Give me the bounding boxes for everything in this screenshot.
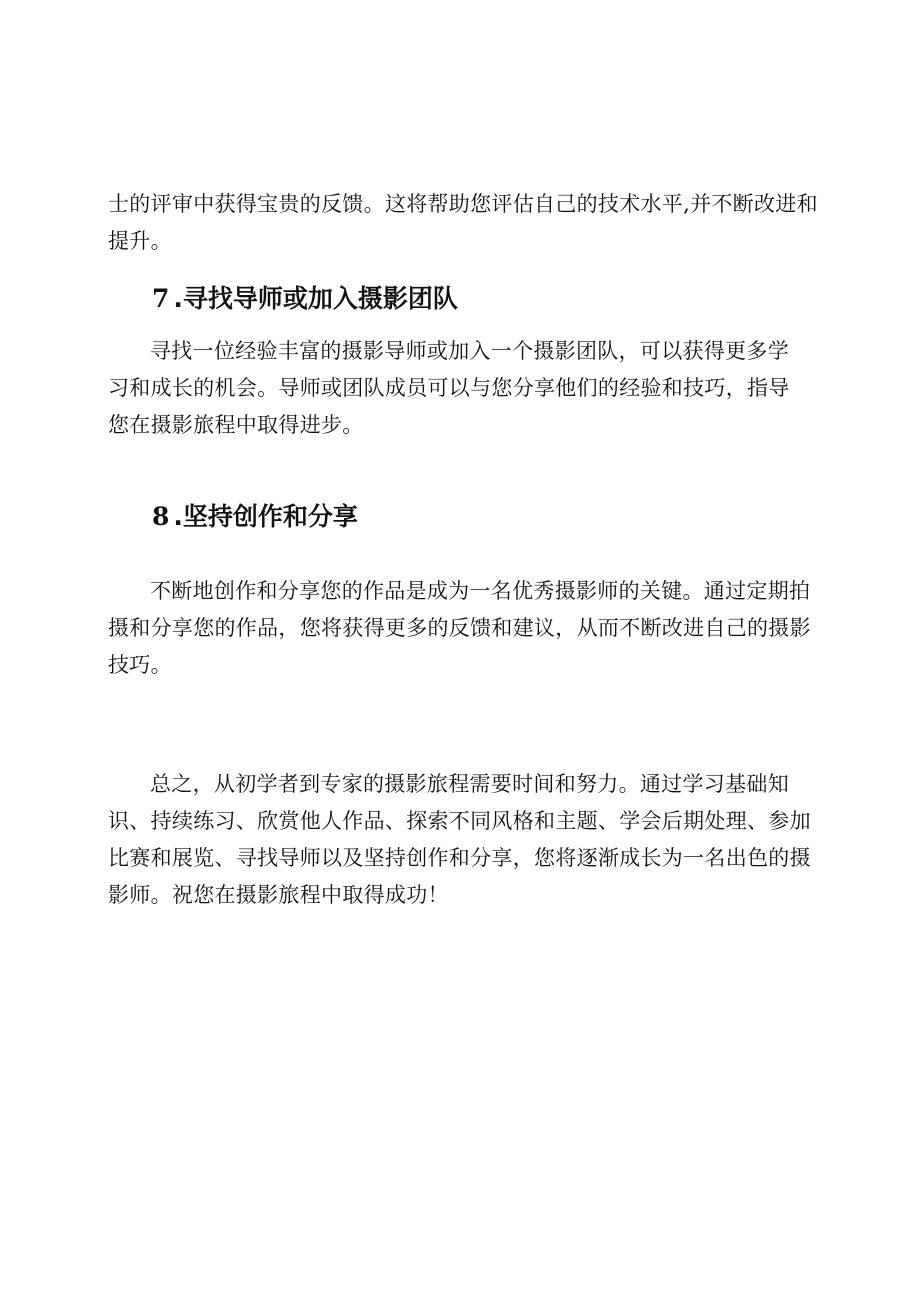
conclusion-paragraph: 总之，从初学者到专家的摄影旅程需要时间和努力。通过学习基础知识、持续练习、欣赏他人作品、探索不同风格和主题、学会后期处理、参加比赛和展览、寻找导师以及坚持创作和分享，您将逐渐成长为一名出色的摄影师。祝您在摄影旅程中取得成功！ xyxy=(108,772,811,907)
section-7-body: 寻找一位经验丰富的摄影导师或加入一个摄影团队，可以获得更多学习和成长的机会。导师或团队成员可以与您分享他们的经验和技巧，指导您在摄影旅程中取得进步。 xyxy=(108,339,790,437)
section-7-number: 7 xyxy=(152,284,170,313)
continuation-paragraph: 士的评审中获得宝贵的反馈。这将帮助您评估自己的技术水平,并不断改进和提升。 xyxy=(108,192,818,253)
section-8-number: 8 xyxy=(152,502,170,531)
section-8-heading xyxy=(152,500,358,534)
section-7-heading xyxy=(152,282,458,316)
section-8-title: .坚持创作和分享 xyxy=(173,502,358,531)
section-7-title: .寻找导师或加入摄影团队 xyxy=(173,284,458,313)
section-8-body: 不断地创作和分享您的作品是成为一名优秀摄影师的关键。通过定期拍摄和分享您的作品，您将获得更多的反馈和建议，从而不断改进自己的摄影技巧。 xyxy=(108,579,811,677)
